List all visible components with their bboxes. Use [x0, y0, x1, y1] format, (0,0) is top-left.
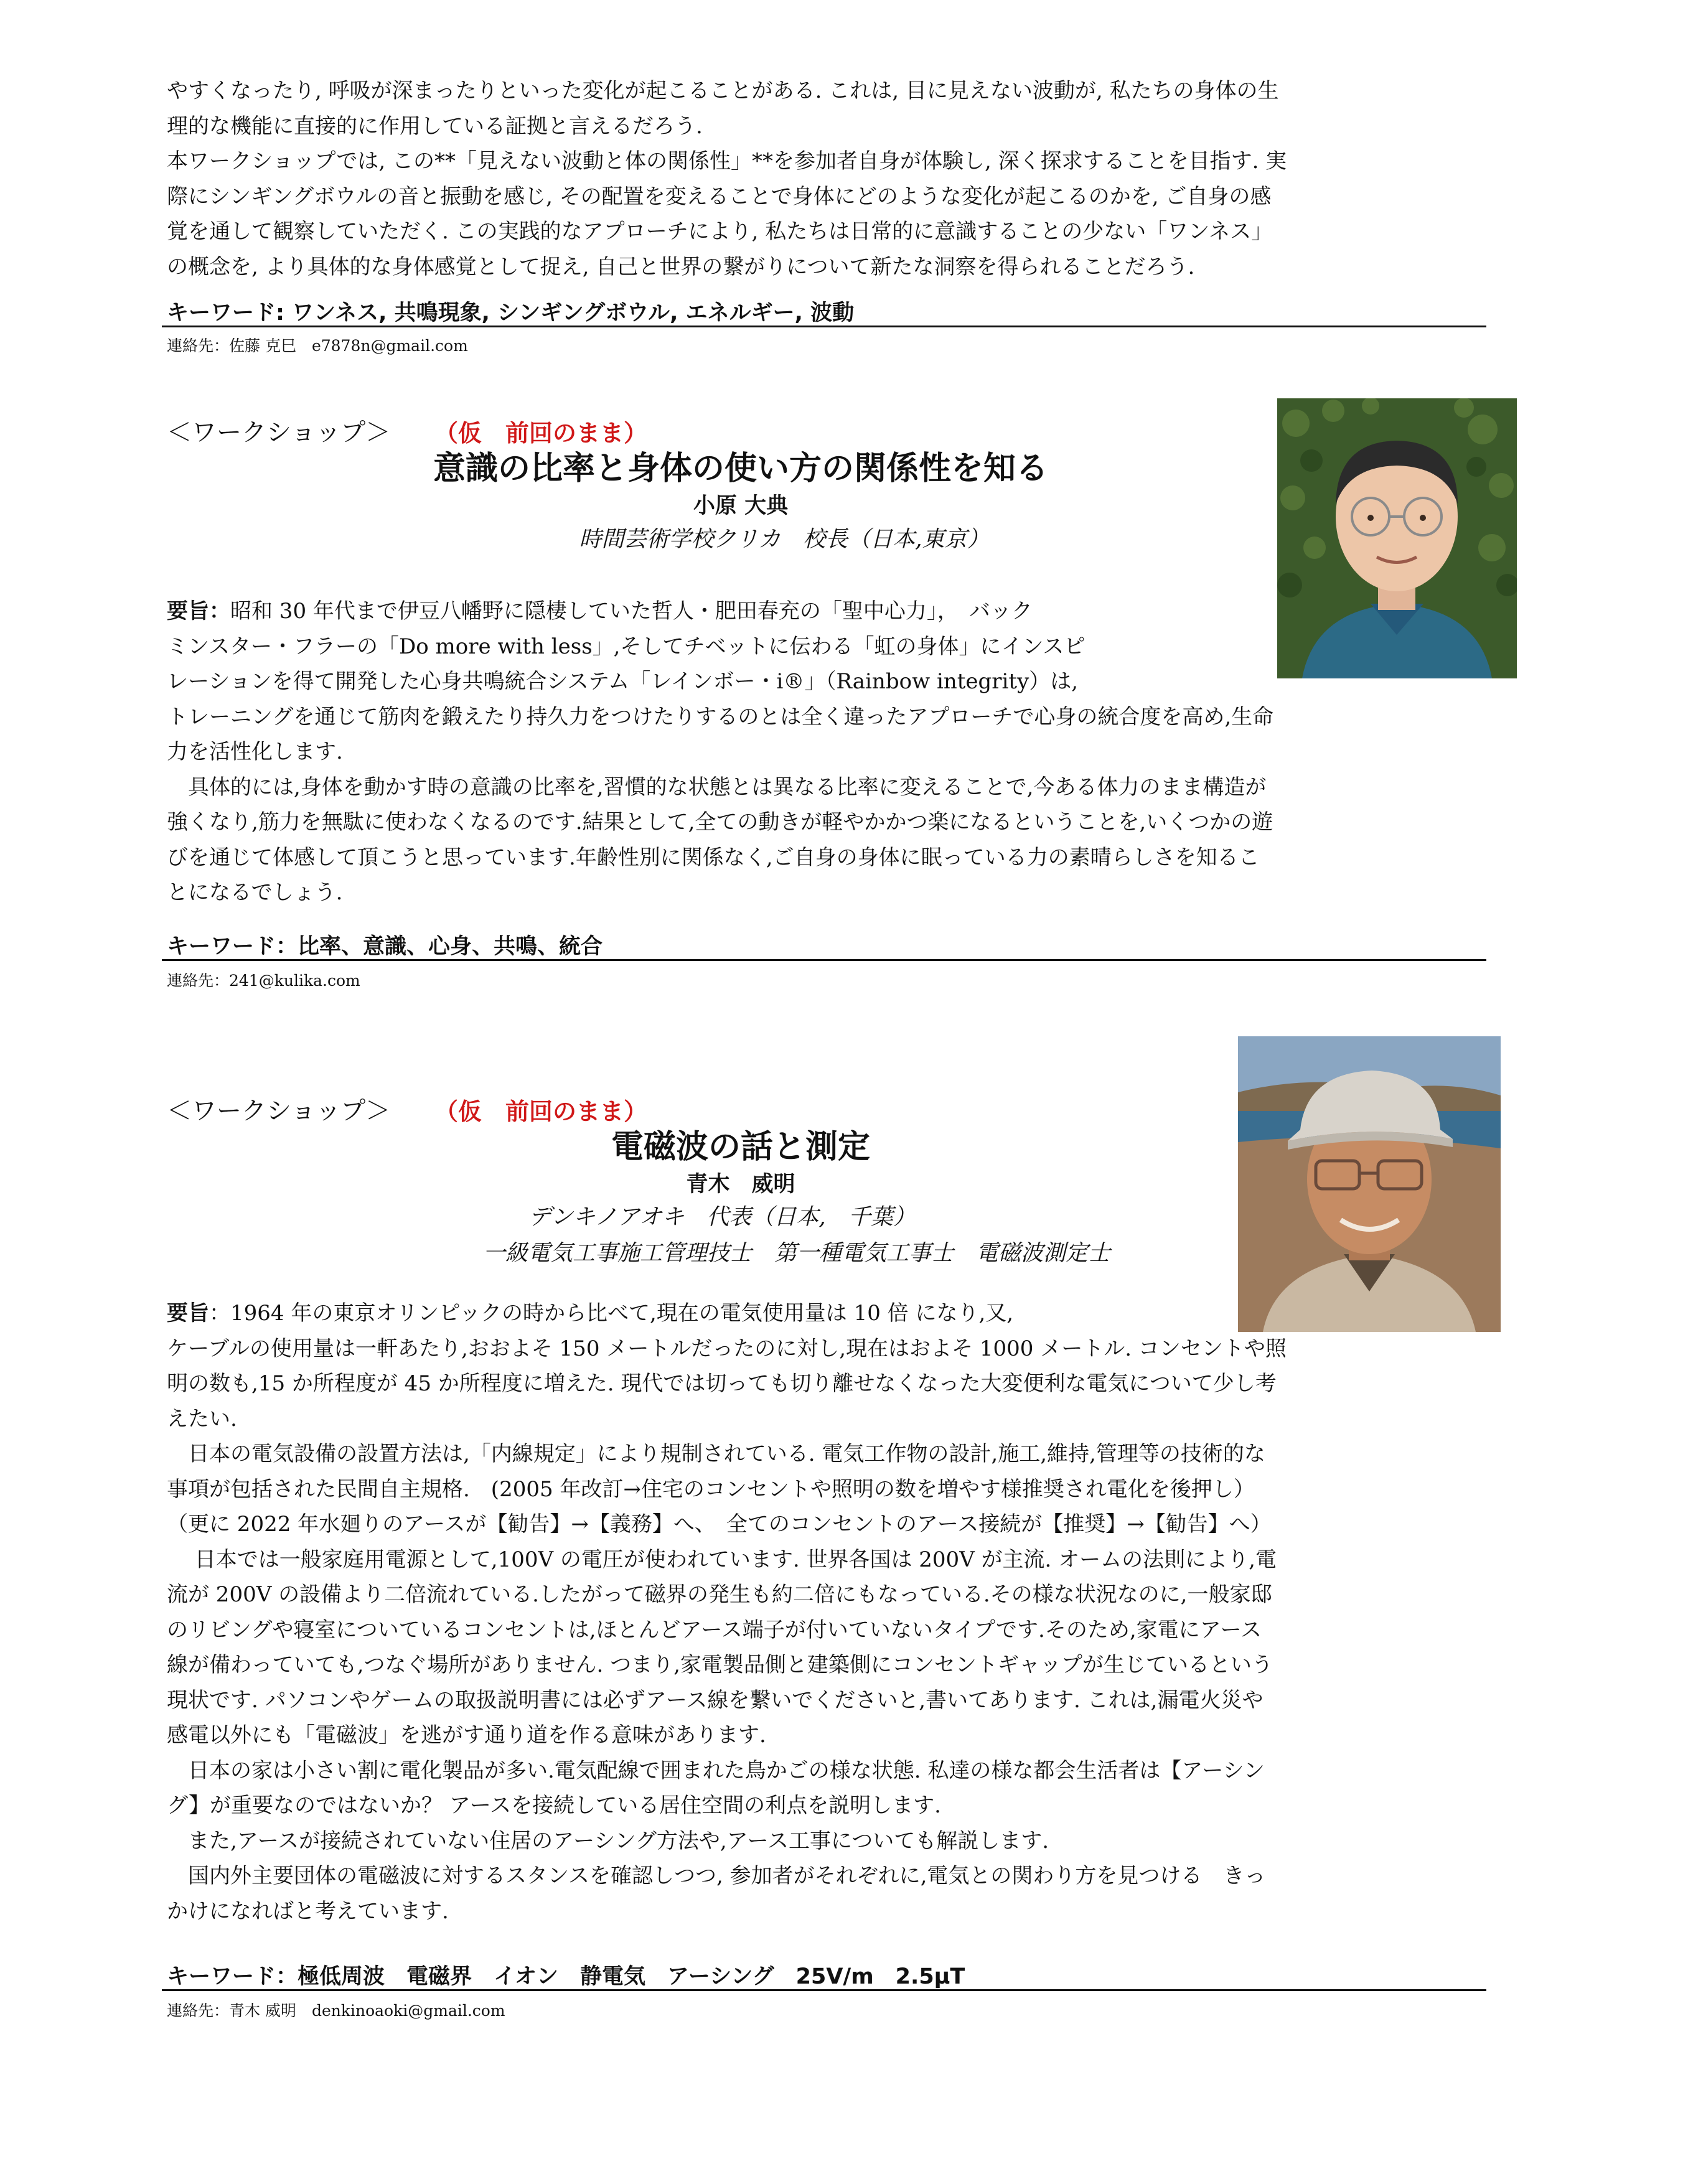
summary-line: ケーブルの使用量は一軒あたり,おおよそ 150 メートルだったのに対し,現在はおよそ 1000 メートル. コンセントや照	[167, 1336, 1287, 1361]
intro-paragraph	[167, 73, 1493, 284]
summary-line: 日本の電気設備の設置方法は,「内線規定」により規制されている. 電気工作物の設計,施工,維持,管理等の技術的な	[167, 1441, 1265, 1466]
intro-contact: 連絡先：佐藤 克巳 e7878n@gmail.com	[167, 337, 468, 355]
tentative-note: （仮 前回のまま）	[434, 1098, 648, 1125]
ws1-contact: 連絡先：241@kulika.com	[167, 972, 360, 990]
intro-line: やすくなったり, 呼吸が深まったりといった変化が起こることがある. これは, 目に見えない波動が, 私たちの身体の生	[167, 78, 1279, 103]
workshop-title: 意識の比率と身体の使い方の関係性を知る	[433, 450, 1048, 487]
summary-line: 力を活性化します.	[167, 739, 343, 764]
summary-line: 具体的には,身体を動かす時の意識の比率を,習慣的な状態とは異なる比率に変えることで,今ある体力のまま構造が	[167, 774, 1267, 800]
summary-lead: 要旨	[167, 1301, 209, 1326]
summary-line: 現状です. パソコンやゲームの取扱説明書には必ずアース線を繋いでくださいと,書いてあります. これは,漏電火災や	[167, 1687, 1264, 1713]
ws1-summary	[167, 594, 1493, 911]
summary-line: 明の数も,15 か所程度が 45 か所程度に増えた. 現代では切っても切り離せなくなった大変便利な電気について少し考	[167, 1371, 1277, 1396]
summary-line: （更に 2022 年水廻りのアースが【勧告】→【義務】へ、 全てのコンセントのアース接続が【推奨】→【勧告】へ）	[167, 1512, 1272, 1537]
workshop-affiliation: デンキノアオキ 代表（日本, 千葉）	[528, 1204, 916, 1230]
summary-line: 日本では一般家庭用電源として,100V の電圧が使われています. 世界各国は 200V が主流. オームの法則により,電	[167, 1547, 1277, 1572]
workshop-label: ＜ワークショップ＞	[167, 418, 391, 447]
workshop-qualifications: 一級電気工事施工管理技士 第一種電気工事士 電磁波測定士	[482, 1240, 1110, 1266]
portrait-image	[1238, 1036, 1501, 1332]
summary-line: 線が備わっていても,つなぐ場所がありません. つまり,家電製品側と建築側にコンセントギャップが生じているという	[167, 1652, 1273, 1677]
summary-line: 事項が包括された民間自主規格. (2005 年改訂→住宅のコンセントや照明の数を増やす様推奨され電化を後押し）	[167, 1476, 1255, 1502]
tentative-note: （仮 前回のまま）	[434, 419, 648, 447]
summary-line: ミンスター・フラーの「Do more with less」,そしてチベットに伝わる「虹の身体」にインスピ	[167, 634, 1085, 659]
intro-line: 覚を通して観察していただく. この実践的なアプローチにより, 私たちは日常的に意識することの少ない「ワンネス」	[167, 219, 1273, 244]
summary-line: 流が 200V の設備より二倍流れている.したがって磁界の発生も約二倍にもなっている.その様な状況なのに,一般家邸	[167, 1582, 1272, 1607]
summary-line: 国内外主要団体の電磁波に対するスタンスを確認しつつ, 参加者がそれぞれに,電気との関わり方を見つける きっ	[167, 1863, 1266, 1888]
summary-line: また,アースが接続されていない住居のアーシング方法や,アース工事についても解説します.	[167, 1828, 1049, 1854]
intro-line: 本ワークショップでは, この**「見えない波動と体の関係性」**を参加者自身が体験し, 深く探求することを目指す. 実	[167, 149, 1287, 174]
ws2-summary	[167, 1296, 1493, 1929]
summary-line: えたい.	[167, 1406, 237, 1432]
presenter-photo-aoki	[1238, 1036, 1501, 1332]
summary-line: 日本の家は小さい割に電化製品が多い.電気配線で囲まれた鳥かごの様な状態. 私達の様な都会生活者は【アーシン	[167, 1758, 1265, 1783]
summary-line: のリビングや寝室についているコンセントは,ほとんどアース端子が付いていないタイプです.そのため,家電にアース	[167, 1617, 1262, 1643]
divider	[162, 1989, 1486, 1991]
workshop-title: 電磁波の話と測定	[611, 1128, 870, 1166]
summary-line: 強くなり,筋力を無駄に使わなくなるのです.結果として,全ての動きが軽やかかつ楽になるということを,いくつかの遊	[167, 810, 1273, 835]
summary-lead: 要旨：	[167, 599, 230, 624]
workshop-author: 小原 大典	[693, 494, 789, 518]
summary-line: かけになればと考えています.	[167, 1898, 449, 1924]
workshop-author: 青木 威明	[686, 1172, 795, 1197]
intro-line: 際にシンギングボウルの音と振動を感じ, その配置を変えることで身体にどのような変化が起こるのかを, ご自身の感	[167, 184, 1272, 209]
summary-line: 要旨：昭和 30 年代まで伊豆八幡野に隠棲していた哲人・肥田春充の「聖中心力」， バック	[167, 599, 1033, 624]
summary-line: 感電以外にも「電磁波」を逃がす通り道を作る意味があります.	[167, 1723, 766, 1748]
ws2-keywords: キーワード：極低周波 電磁界 イオン 静電気 アーシング 25V/m 2.5μT	[167, 1964, 965, 1989]
summary-line: グ】が重要なのではないか？ アースを接続している居住空間の利点を説明します.	[167, 1793, 941, 1818]
ws1-keywords: キーワード：比率、意識、心身、共鳴、統合	[167, 934, 603, 959]
intro-line: の概念を, より具体的な身体感覚として捉え, 自己と世界の繋がりについて新たな洞察を得られることだろう.	[167, 254, 1195, 279]
summary-line: トレーニングを通じて筋肉を鍛えたり持久力をつけたりするのとは全く違ったアプローチで心身の統合度を高め,生命	[167, 704, 1274, 729]
intro-keywords: キーワード: ワンネス, 共鳴現象, シンギングボウル, エネルギー, 波動	[167, 301, 855, 326]
ws2-contact: 連絡先：青木 威明 denkinoaoki@gmail.com	[167, 2002, 505, 2020]
workshop-affiliation: 時間芸術学校クリカ 校長（日本,東京）	[579, 527, 990, 552]
divider	[162, 959, 1486, 961]
summary-line: びを通じて体感して頂こうと思っています.年齢性別に関係なく,ご自身の身体に眠っている力の素晴らしさを知るこ	[167, 845, 1260, 870]
summary-line: レーションを得て開発した心身共鳴統合システム「レインボー・i®」（Rainbow integrity）は,	[167, 669, 1079, 694]
divider	[162, 326, 1486, 327]
workshop-label: ＜ワークショップ＞	[167, 1097, 391, 1125]
summary-line: 要旨：1964 年の東京オリンピックの時から比べて,現在の電気使用量は 10 倍 になり,又,	[167, 1301, 1014, 1326]
summary-line: とになるでしょう.	[167, 880, 343, 905]
intro-line: 理的な機能に直接的に作用している証拠と言えるだろう.	[167, 113, 703, 139]
